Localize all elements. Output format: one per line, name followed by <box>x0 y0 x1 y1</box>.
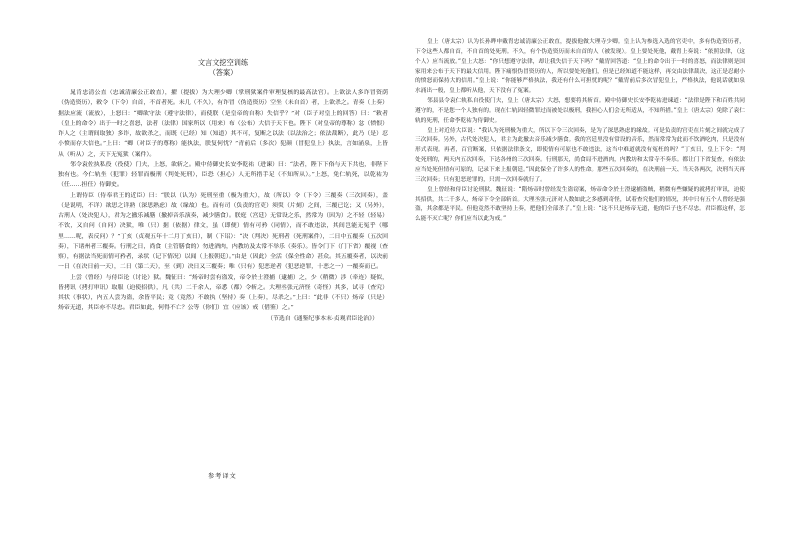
translation-paragraph-3: 皇上对近侍大臣说：“我认为死刑极为重大，所以下令三次回奏，是为了深思熟虑的缘故。可是负责的官吏在片刻之间就完成了三次回奏。另外，古代处决犯人，君主为此撤去音乐减少膳食。我的宫廷里没有常设的音乐，然而常常为此而不饮酒吃肉，只是没有形式表现。再者，百官断案，只依据法律条文，即使情有可原也不敢违法，这当中难道就没有冤枉的吗？”丁亥日，皇上下令：“判处死刑的，两天内五次回奏，下达各州的三次回奏。行刑那天，尚食局不进酒肉，内教坊和太常寺不奏乐。都让门下省复查，有依法应当处死但情有可原的，记录下来上报朝廷。”因此保全了许多人的性命。那些五次回奏的，在决刑前一天、当天各两次，决刑当天再三次回奏；只有犯恶逆罪的，只需一次回奏就行了。 <box>415 127 745 183</box>
translation-paragraph-4: 皇上曾经和侍臣讨论刑狱。魏征说：“隋炀帝时曾经发生盗窃案，炀帝命令於士澄逮捕盗贼，稍微有些嫌疑的就拷打审讯，迫使其招供，共二千多人，炀帝下令全部斩首。大理丞张元济对人数如此之多感到奇怪，试着查究他们的情况，其中只有五个人曾经是强盗，其余都是平民。但他竟然不敢坚持上奏，把他们全部杀了。”皇上说：“这不只是炀帝无道，他的臣子也不尽忠。君臣都这样，怎么能不灭亡呢？你们应当以此为戒。” <box>415 186 745 223</box>
exercise-paragraph-4: 上尝（曾经）与侍臣论（讨论）狱。魏征曰：“炀帝时尝有盗发，帝令於士澄捕（逮捕）之，少（稍微）涉（牵连）疑似，皆拷讯（拷打审讯）取服（迫使招供），凡（共）二千余人，帝悉（都）令斩之。大理丞张元济怪（奇怪）其多，试寻（查究）其状（事状），内五人尝为盗，余皆平民；竟（竟然）不敢执（坚持）奏（上奏），尽杀之。”上曰：“此非（不只）炀帝（只是）炀帝无道，其臣亦不尽忠。君臣如此，何得不亡？公等（你们）宜（应该）戒（借鉴）之。” <box>58 274 388 312</box>
exercise-paragraph-1: 晁肯忠清公直（忠诚清廉公正敢直），擢（提拔）为大理少卿（掌刑狱案件审理复核的最高法官）。上欲法人多诈冒资荫（伪造资历），敕令（下令）自首，不首者死。未几（不久），有诈冒（伪造资历）空坐（未自首）者，上欲杀之。青奏（上奏）据法应流（流放），上怒曰：“卿欲守法（遵守法律），而使朕（是皇帝的自称）失信乎？”对（臣子对皇上的回答）曰：“敕者（皇上的命令）出于一时之喜怒，法者（法律）国家所以（用来）布（公布）大信于天下也。陛下（对皇帝的尊称）忿（愤恨）诈人之（主谓间取独）多诈，故欲杀之，而既（已经）知（知道）其不可，复断之以法（以法治之；依法裁断），此乃（是）忍小愤而存大信也。”上曰：“卿（对臣子的尊称）能执法，朕复何忧？”青前后（多次）犯颜（冒犯皇上）执法，言如涌泉，上皆从（听从）之，天下无冤狱（案件）。 <box>58 90 388 158</box>
reference-translation-heading: 参考译文 <box>208 473 237 480</box>
translation-column <box>415 38 745 398</box>
page-subtitle: （答案） <box>208 68 238 77</box>
exercise-column <box>58 58 388 528</box>
exercise-paragraph-2: 邻令袁佐执私役（役使）门夫，上怒，欲斩之。殿中侍御史长安李乾祐（进谏）曰：“法者，陛下下俗与天下共也，非陛下独有也。今仁轨坐（犯罪）轻罪而极刑（判处死刑），臣恐（担心）人无所措手足（不知所从）。”上怒，免仁轨死，以乾祐为（任……担任）侍御史。 <box>58 161 388 189</box>
source-citation: （节选自《通鉴纪事本末·贞观君臣论治》） <box>267 315 378 322</box>
translation-paragraph-1: 皇上（唐太宗）认为长孙晔申戴胄忠诚清廉公正敢直，提拔他做大理寺少卿。皇上认为参选入选的官吏中，多有伪造资历者，下令这些人都自首，不自首的处死刑。不久，有个伪造资历而未自首的人（被发现）。皇上要处死他，戴胄上奏说：“依照法律，（这个人）应当流放。”皇上大怒：“你只想遵守法律，却让我失信于天下吗？”戴胄回答道：“皇上的命令出于一时的喜怒，而法律则是国家用来公布于天下的最大信用。陛下痛恨伪冒资历的人，所以要处死他们，但是已经知道不能这样，再交由法律裁决，这正是忍耐小的愤怒而保持大的信用。”皇上说：“你能够严格执法，我还有什么可担忧的呢？”戴胄前后多次冒犯皇上，严格执法，他说话就如泉水涌出一般，皇上都听从他，天下没有了冤案。 <box>415 39 745 95</box>
page-title: 文言文挖空训练 <box>197 58 249 67</box>
exercise-paragraph-3: 上谓侍臣（侍奉君王的近臣）曰：“朕以（认为）死刑至重（极为重大），故（所以）令（下令）三覆奏（三次回奏），盖（是说明，不详）欲思之详熟（深思熟虑）故（缘故）也。而有司（负责的官吏）须臾（片刻）之间，三覆已讫；又（另外），古刑人（处决犯人），君为之撤乐减膳（撤掉音乐演奏，减少膳食）。朕庭（宫廷）无常设之乐，然常为（因为）之不轻（轻易）不饮，又自问（自问）决狱，唯（只）据（依据）律文，虽（即便）情有可矜（同情），而不敢违法，其间岂能无冤乎（哪里……呢，表反问）？”丁亥（贞观五年十二月丁亥日），制（下诏）：“决（判决）死刑者（死刑案件），二日中五覆奏（五次回奏），下诸州者三覆奏。行刑之日，尚食（主管膳食的）勿进酒肉，内教坊及太常不举乐（奏乐）。皆令门下（门下省）覆视（查察），有据法当死而情可矜者，录状（记下情况）以闻（上报朝廷）。”由是（因此）全活（保全性命）甚众。其五覆奏者，以决前一日（在决日前一天），二日（第二天），至（到）决日又三覆奏；唯（只有）犯恶逆者（犯恶逆罪，十恶之一）一覆奏而已。 <box>58 192 388 271</box>
translation-paragraph-2: 邻县县令袁仁轨私自役使门夫，皇上（唐太宗）大怒，想要将其斩首。殿中侍御史长安李乾祐进谏道：“法律是陛下和百姓共同遵守的，不是您一个人独有的。现在仁轨因轻微罪过而被处以极刑，我担心人们会无所适从，不知所措。”皇上（唐太宗）免除了袁仁轨的死刑，任命李乾祐为侍御史。 <box>415 98 745 124</box>
